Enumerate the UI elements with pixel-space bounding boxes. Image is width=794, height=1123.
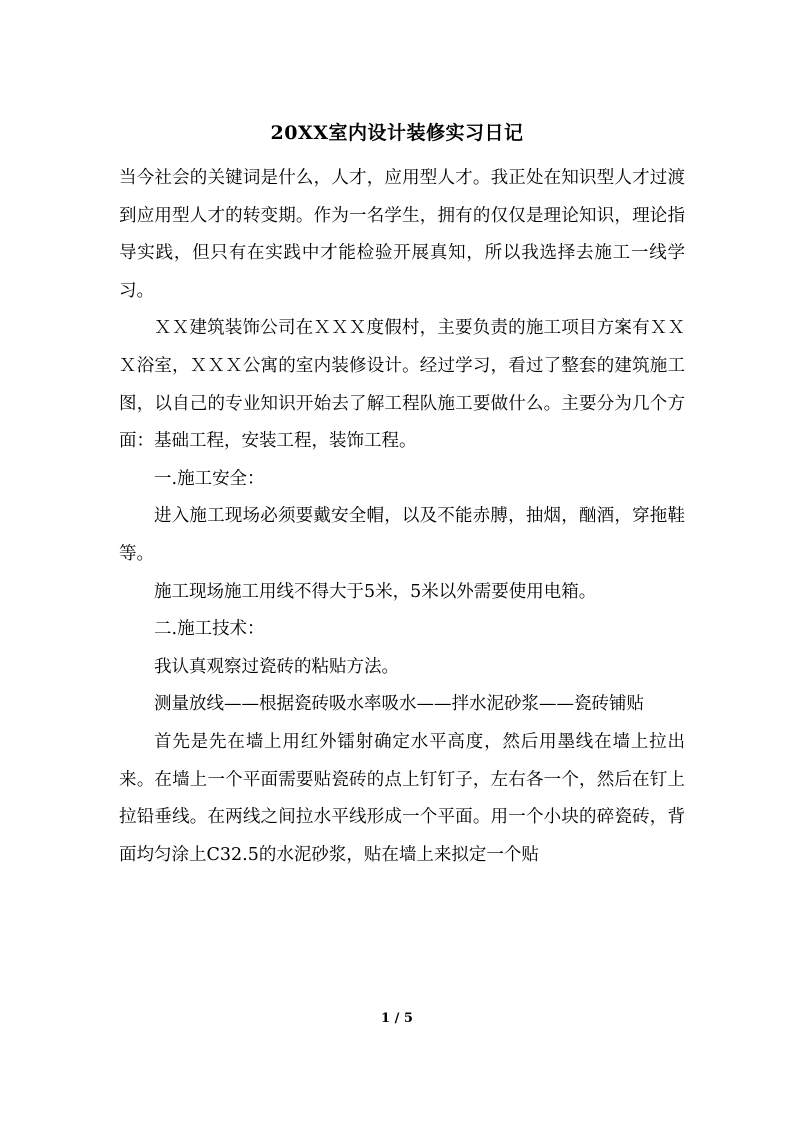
paragraph-safety-wiring: 施工现场施工用线不得大于5米，5米以外需要使用电箱。	[154, 581, 597, 602]
paragraph-safety-gear: 进入施工现场必须要戴安全帽，以及不能赤膊，抽烟，酗酒，穿拖鞋等。	[119, 506, 685, 564]
section-heading-safety: 一.施工安全：	[154, 468, 265, 489]
paragraph-intro: 当今社会的关键词是什么，人才，应用型人才。我正处在知识型人才过渡到应用型人才的转变期。作为一名学生，拥有的仅仅是理论知识，理论指导实践，但只有在实践中才能检验开展真知，所以我选择去施工一线学习。	[119, 168, 685, 301]
paragraph-tile-observation: 我认真观察过瓷砖的粘贴方法。	[154, 656, 399, 677]
section-heading-technique: 二.施工技术：	[154, 619, 265, 640]
document-body	[119, 160, 685, 874]
document-title: 20XX室内设计装修实习日记	[270, 122, 524, 144]
paragraph-tile-steps: 测量放线——根据瓷砖吸水率吸水——拌水泥砂浆——瓷砖铺贴	[154, 694, 644, 715]
paragraph-tile-process: 首先是先在墙上用红外镭射确定水平高度，然后用墨线在墙上拉出来。在墙上一个平面需要贴瓷砖的点上钉钉子，左右各一个，然后在钉上拉铅垂线。在两线之间拉水平线形成一个平面。用一个小块的碎瓷砖，背面均匀涂上C32.5的水泥砂浆，贴在墙上来拟定一个贴	[119, 731, 685, 865]
page-number: 1 / 5	[381, 1011, 413, 1026]
paragraph-company: ＸＸ建筑装饰公司在ＸＸＸ度假村，主要负责的施工项目方案有ＸＸＸ浴室，ＸＸＸ公寓的室内装修设计。经过学习，看过了整套的建筑施工图，以自己的专业知识开始去了解工程队施工要做什么。主要分为几个方面：基础工程，安装工程，装饰工程。	[119, 318, 685, 452]
